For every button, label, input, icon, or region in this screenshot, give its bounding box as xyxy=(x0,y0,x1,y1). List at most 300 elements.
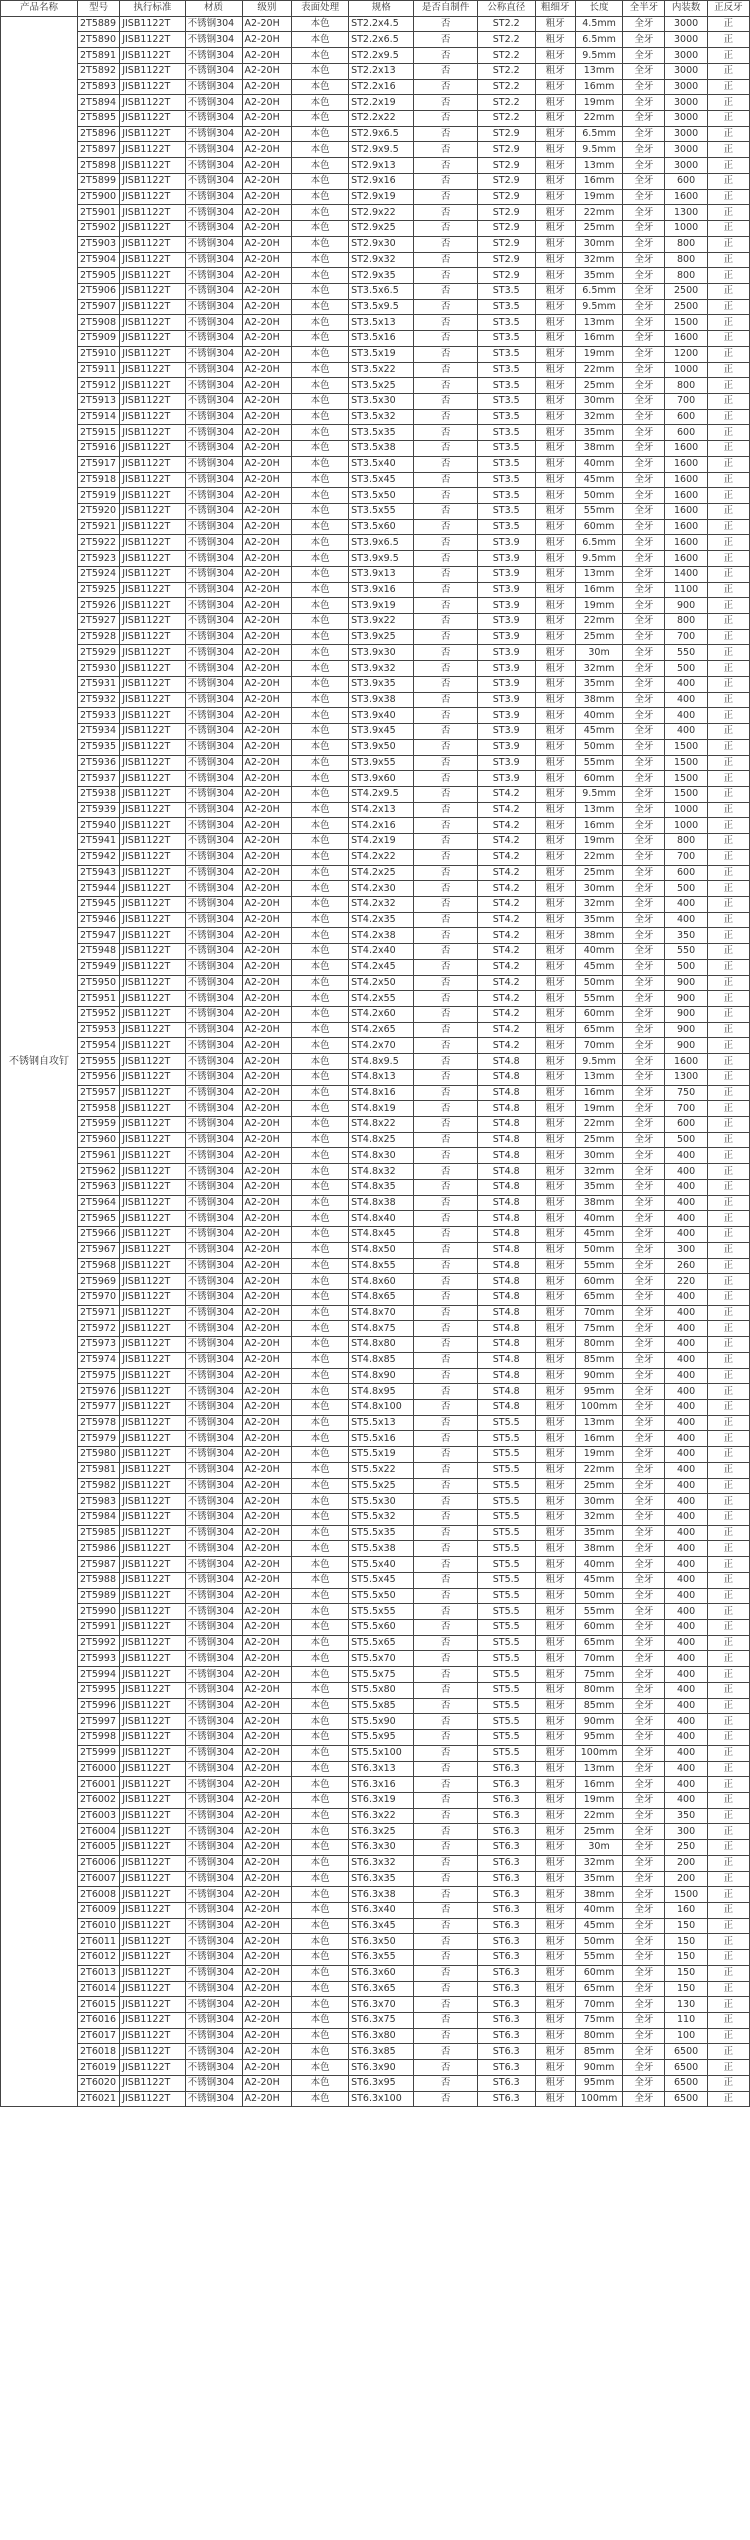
spec-cell: ST4.8x19 xyxy=(349,1101,414,1117)
diameter-cell: ST4.2 xyxy=(477,959,535,975)
material-cell: 不锈钢304 xyxy=(185,629,242,645)
thread-cell: 粗牙 xyxy=(535,881,575,897)
thread-type-cell: 全牙 xyxy=(623,268,665,284)
length-cell: 19mm xyxy=(575,95,622,111)
quantity-cell: 1500 xyxy=(665,786,707,802)
quantity-cell: 150 xyxy=(665,1934,707,1950)
grade-cell: A2-20H xyxy=(242,425,292,441)
standard-cell: JISB1122T xyxy=(120,378,185,394)
self-made-cell: 否 xyxy=(414,1840,477,1856)
quantity-cell: 1600 xyxy=(665,504,707,520)
thread-type-cell: 全牙 xyxy=(623,676,665,692)
grade-cell: A2-20H xyxy=(242,928,292,944)
material-cell: 不锈钢304 xyxy=(185,1510,242,1526)
direction-cell: 正 xyxy=(707,1541,749,1557)
spec-cell: ST2.2x16 xyxy=(349,79,414,95)
material-cell: 不锈钢304 xyxy=(185,1714,242,1730)
standard-cell: JISB1122T xyxy=(120,362,185,378)
thread-type-cell: 全牙 xyxy=(623,786,665,802)
length-cell: 40mm xyxy=(575,456,622,472)
material-cell: 不锈钢304 xyxy=(185,1462,242,1478)
standard-cell: JISB1122T xyxy=(120,614,185,630)
direction-cell: 正 xyxy=(707,1730,749,1746)
spec-cell: ST6.3x85 xyxy=(349,2044,414,2060)
thread-cell: 粗牙 xyxy=(535,1164,575,1180)
table-row xyxy=(1,991,750,1007)
thread-cell: 粗牙 xyxy=(535,1808,575,1824)
length-cell: 95mm xyxy=(575,2075,622,2091)
length-cell: 38mm xyxy=(575,1195,622,1211)
diameter-cell: ST3.9 xyxy=(477,566,535,582)
finish-cell: 本色 xyxy=(292,456,349,472)
finish-cell: 本色 xyxy=(292,755,349,771)
model-cell: 2T5919 xyxy=(78,488,120,504)
grade-cell: A2-20H xyxy=(242,2075,292,2091)
material-cell: 不锈钢304 xyxy=(185,1195,242,1211)
finish-cell: 本色 xyxy=(292,645,349,661)
finish-cell: 本色 xyxy=(292,1368,349,1384)
self-made-cell: 否 xyxy=(414,1808,477,1824)
standard-cell: JISB1122T xyxy=(120,48,185,64)
grade-cell: A2-20H xyxy=(242,472,292,488)
finish-cell: 本色 xyxy=(292,1478,349,1494)
finish-cell: 本色 xyxy=(292,692,349,708)
quantity-cell: 400 xyxy=(665,1588,707,1604)
direction-cell: 正 xyxy=(707,1871,749,1887)
material-cell: 不锈钢304 xyxy=(185,519,242,535)
thread-cell: 粗牙 xyxy=(535,1195,575,1211)
quantity-cell: 400 xyxy=(665,1431,707,1447)
table-row xyxy=(1,111,750,127)
model-cell: 2T5991 xyxy=(78,1620,120,1636)
direction-cell: 正 xyxy=(707,1399,749,1415)
self-made-cell: 否 xyxy=(414,535,477,551)
thread-cell: 粗牙 xyxy=(535,959,575,975)
quantity-cell: 400 xyxy=(665,724,707,740)
thread-type-cell: 全牙 xyxy=(623,299,665,315)
finish-cell: 本色 xyxy=(292,315,349,331)
table-row xyxy=(1,1934,750,1950)
finish-cell: 本色 xyxy=(292,786,349,802)
self-made-cell: 否 xyxy=(414,378,477,394)
standard-cell: JISB1122T xyxy=(120,1682,185,1698)
length-cell: 60mm xyxy=(575,1965,622,1981)
grade-cell: A2-20H xyxy=(242,1258,292,1274)
spec-cell: ST3.5x9.5 xyxy=(349,299,414,315)
model-cell: 2T5902 xyxy=(78,221,120,237)
material-cell: 不锈钢304 xyxy=(185,1557,242,1573)
model-cell: 2T5895 xyxy=(78,111,120,127)
self-made-cell: 否 xyxy=(414,1635,477,1651)
thread-cell: 粗牙 xyxy=(535,1604,575,1620)
spec-cell: ST4.8x90 xyxy=(349,1368,414,1384)
diameter-cell: ST3.9 xyxy=(477,645,535,661)
thread-cell: 粗牙 xyxy=(535,708,575,724)
length-cell: 25mm xyxy=(575,378,622,394)
direction-cell: 正 xyxy=(707,1478,749,1494)
thread-cell: 粗牙 xyxy=(535,1557,575,1573)
thread-cell: 粗牙 xyxy=(535,1997,575,2013)
model-cell: 2T6004 xyxy=(78,1824,120,1840)
model-cell: 2T5899 xyxy=(78,173,120,189)
spec-cell: ST5.5x80 xyxy=(349,1682,414,1698)
thread-type-cell: 全牙 xyxy=(623,393,665,409)
material-cell: 不锈钢304 xyxy=(185,912,242,928)
standard-cell: JISB1122T xyxy=(120,315,185,331)
finish-cell: 本色 xyxy=(292,1069,349,1085)
finish-cell: 本色 xyxy=(292,2013,349,2029)
quantity-cell: 900 xyxy=(665,975,707,991)
finish-cell: 本色 xyxy=(292,331,349,347)
model-cell: 2T5925 xyxy=(78,582,120,598)
quantity-cell: 3000 xyxy=(665,63,707,79)
quantity-cell: 1500 xyxy=(665,1887,707,1903)
self-made-cell: 否 xyxy=(414,598,477,614)
thread-cell: 粗牙 xyxy=(535,1431,575,1447)
thread-cell: 粗牙 xyxy=(535,1038,575,1054)
finish-cell: 本色 xyxy=(292,299,349,315)
finish-cell: 本色 xyxy=(292,834,349,850)
thread-type-cell: 全牙 xyxy=(623,2091,665,2107)
thread-type-cell: 全牙 xyxy=(623,818,665,834)
thread-type-cell: 全牙 xyxy=(623,1682,665,1698)
model-cell: 2T5926 xyxy=(78,598,120,614)
self-made-cell: 否 xyxy=(414,16,477,32)
diameter-cell: ST3.5 xyxy=(477,331,535,347)
standard-cell: JISB1122T xyxy=(120,582,185,598)
standard-cell: JISB1122T xyxy=(120,598,185,614)
finish-cell: 本色 xyxy=(292,1384,349,1400)
table-row xyxy=(1,771,750,787)
model-cell: 2T5980 xyxy=(78,1447,120,1463)
table-row xyxy=(1,1211,750,1227)
thread-type-cell: 全牙 xyxy=(623,252,665,268)
grade-cell: A2-20H xyxy=(242,1525,292,1541)
grade-cell: A2-20H xyxy=(242,1651,292,1667)
table-row xyxy=(1,598,750,614)
direction-cell: 正 xyxy=(707,488,749,504)
quantity-cell: 500 xyxy=(665,1132,707,1148)
table-row xyxy=(1,645,750,661)
thread-type-cell: 全牙 xyxy=(623,331,665,347)
standard-cell: JISB1122T xyxy=(120,1179,185,1195)
material-cell: 不锈钢304 xyxy=(185,331,242,347)
material-cell: 不锈钢304 xyxy=(185,1085,242,1101)
material-cell: 不锈钢304 xyxy=(185,504,242,520)
thread-type-cell: 全牙 xyxy=(623,1745,665,1761)
grade-cell: A2-20H xyxy=(242,1541,292,1557)
table-row xyxy=(1,488,750,504)
direction-cell: 正 xyxy=(707,1007,749,1023)
self-made-cell: 否 xyxy=(414,881,477,897)
thread-type-cell: 全牙 xyxy=(623,173,665,189)
quantity-cell: 3000 xyxy=(665,32,707,48)
material-cell: 不锈钢304 xyxy=(185,1682,242,1698)
thread-cell: 粗牙 xyxy=(535,1761,575,1777)
table-row xyxy=(1,818,750,834)
model-cell: 2T5908 xyxy=(78,315,120,331)
finish-cell: 本色 xyxy=(292,1132,349,1148)
direction-cell: 正 xyxy=(707,1211,749,1227)
self-made-cell: 否 xyxy=(414,1730,477,1746)
direction-cell: 正 xyxy=(707,1305,749,1321)
finish-cell: 本色 xyxy=(292,1651,349,1667)
finish-cell: 本色 xyxy=(292,1054,349,1070)
finish-cell: 本色 xyxy=(292,504,349,520)
table-row xyxy=(1,1572,750,1588)
self-made-cell: 否 xyxy=(414,1965,477,1981)
diameter-cell: ST3.9 xyxy=(477,551,535,567)
length-cell: 70mm xyxy=(575,1651,622,1667)
self-made-cell: 否 xyxy=(414,786,477,802)
length-cell: 70mm xyxy=(575,1038,622,1054)
quantity-cell: 1600 xyxy=(665,488,707,504)
length-cell: 35mm xyxy=(575,1871,622,1887)
self-made-cell: 否 xyxy=(414,912,477,928)
spec-cell: ST4.8x60 xyxy=(349,1274,414,1290)
thread-type-cell: 全牙 xyxy=(623,1148,665,1164)
thread-cell: 粗牙 xyxy=(535,1588,575,1604)
finish-cell: 本色 xyxy=(292,48,349,64)
model-cell: 2T5896 xyxy=(78,126,120,142)
thread-type-cell: 全牙 xyxy=(623,1714,665,1730)
thread-cell: 粗牙 xyxy=(535,1620,575,1636)
thread-cell: 粗牙 xyxy=(535,378,575,394)
thread-type-cell: 全牙 xyxy=(623,1572,665,1588)
thread-type-cell: 全牙 xyxy=(623,1179,665,1195)
thread-type-cell: 全牙 xyxy=(623,1069,665,1085)
quantity-cell: 400 xyxy=(665,1148,707,1164)
standard-cell: JISB1122T xyxy=(120,1431,185,1447)
thread-cell: 粗牙 xyxy=(535,1478,575,1494)
direction-cell: 正 xyxy=(707,1258,749,1274)
finish-cell: 本色 xyxy=(292,1714,349,1730)
table-row xyxy=(1,1289,750,1305)
table-row xyxy=(1,299,750,315)
table-row xyxy=(1,268,750,284)
quantity-cell: 800 xyxy=(665,268,707,284)
length-cell: 38mm xyxy=(575,1887,622,1903)
table-row xyxy=(1,1541,750,1557)
grade-cell: A2-20H xyxy=(242,1038,292,1054)
self-made-cell: 否 xyxy=(414,79,477,95)
diameter-cell: ST5.5 xyxy=(477,1478,535,1494)
direction-cell: 正 xyxy=(707,63,749,79)
thread-type-cell: 全牙 xyxy=(623,158,665,174)
finish-cell: 本色 xyxy=(292,629,349,645)
finish-cell: 本色 xyxy=(292,1337,349,1353)
thread-cell: 粗牙 xyxy=(535,1352,575,1368)
model-cell: 2T5931 xyxy=(78,676,120,692)
grade-cell: A2-20H xyxy=(242,912,292,928)
column-header: 粗细牙 xyxy=(535,1,575,17)
material-cell: 不锈钢304 xyxy=(185,1525,242,1541)
standard-cell: JISB1122T xyxy=(120,1494,185,1510)
standard-cell: JISB1122T xyxy=(120,975,185,991)
finish-cell: 本色 xyxy=(292,1965,349,1981)
standard-cell: JISB1122T xyxy=(120,95,185,111)
material-cell: 不锈钢304 xyxy=(185,1132,242,1148)
spec-cell: ST3.9x6.5 xyxy=(349,535,414,551)
thread-cell: 粗牙 xyxy=(535,456,575,472)
material-cell: 不锈钢304 xyxy=(185,1651,242,1667)
direction-cell: 正 xyxy=(707,1132,749,1148)
diameter-cell: ST6.3 xyxy=(477,1887,535,1903)
quantity-cell: 3000 xyxy=(665,142,707,158)
table-row xyxy=(1,1730,750,1746)
self-made-cell: 否 xyxy=(414,126,477,142)
model-cell: 2T5979 xyxy=(78,1431,120,1447)
diameter-cell: ST4.8 xyxy=(477,1211,535,1227)
length-cell: 19mm xyxy=(575,189,622,205)
quantity-cell: 1600 xyxy=(665,441,707,457)
self-made-cell: 否 xyxy=(414,32,477,48)
model-cell: 2T5894 xyxy=(78,95,120,111)
self-made-cell: 否 xyxy=(414,1054,477,1070)
thread-cell: 粗牙 xyxy=(535,629,575,645)
diameter-cell: ST4.2 xyxy=(477,944,535,960)
finish-cell: 本色 xyxy=(292,1431,349,1447)
quantity-cell: 400 xyxy=(665,1399,707,1415)
length-cell: 19mm xyxy=(575,598,622,614)
standard-cell: JISB1122T xyxy=(120,1101,185,1117)
self-made-cell: 否 xyxy=(414,1887,477,1903)
diameter-cell: ST5.5 xyxy=(477,1494,535,1510)
direction-cell: 正 xyxy=(707,1431,749,1447)
table-row xyxy=(1,1117,750,1133)
thread-type-cell: 全牙 xyxy=(623,1384,665,1400)
quantity-cell: 6500 xyxy=(665,2060,707,2076)
material-cell: 不锈钢304 xyxy=(185,2091,242,2107)
standard-cell: JISB1122T xyxy=(120,1714,185,1730)
material-cell: 不锈钢304 xyxy=(185,1164,242,1180)
material-cell: 不锈钢304 xyxy=(185,488,242,504)
model-cell: 2T5891 xyxy=(78,48,120,64)
spec-cell: ST2.2x6.5 xyxy=(349,32,414,48)
finish-cell: 本色 xyxy=(292,739,349,755)
thread-type-cell: 全牙 xyxy=(623,1902,665,1918)
diameter-cell: ST6.3 xyxy=(477,1918,535,1934)
thread-type-cell: 全牙 xyxy=(623,1667,665,1683)
finish-cell: 本色 xyxy=(292,425,349,441)
length-cell: 45mm xyxy=(575,1918,622,1934)
finish-cell: 本色 xyxy=(292,1305,349,1321)
thread-type-cell: 全牙 xyxy=(623,1478,665,1494)
diameter-cell: ST5.5 xyxy=(477,1620,535,1636)
self-made-cell: 否 xyxy=(414,566,477,582)
thread-type-cell: 全牙 xyxy=(623,1289,665,1305)
material-cell: 不锈钢304 xyxy=(185,755,242,771)
finish-cell: 本色 xyxy=(292,566,349,582)
spec-cell: ST6.3x19 xyxy=(349,1792,414,1808)
table-row xyxy=(1,1148,750,1164)
standard-cell: JISB1122T xyxy=(120,456,185,472)
grade-cell: A2-20H xyxy=(242,849,292,865)
thread-type-cell: 全牙 xyxy=(623,1211,665,1227)
thread-cell: 粗牙 xyxy=(535,1934,575,1950)
standard-cell: JISB1122T xyxy=(120,944,185,960)
finish-cell: 本色 xyxy=(292,1667,349,1683)
table-row xyxy=(1,1871,750,1887)
direction-cell: 正 xyxy=(707,771,749,787)
model-cell: 2T5900 xyxy=(78,189,120,205)
spec-cell: ST2.9x35 xyxy=(349,268,414,284)
table-row xyxy=(1,1604,750,1620)
material-cell: 不锈钢304 xyxy=(185,2044,242,2060)
quantity-cell: 400 xyxy=(665,1730,707,1746)
thread-cell: 粗牙 xyxy=(535,692,575,708)
spec-cell: ST5.5x35 xyxy=(349,1525,414,1541)
direction-cell: 正 xyxy=(707,95,749,111)
standard-cell: JISB1122T xyxy=(120,645,185,661)
self-made-cell: 否 xyxy=(414,1478,477,1494)
thread-type-cell: 全牙 xyxy=(623,346,665,362)
length-cell: 30m xyxy=(575,645,622,661)
thread-type-cell: 全牙 xyxy=(623,1038,665,1054)
spec-cell: ST5.5x13 xyxy=(349,1415,414,1431)
standard-cell: JISB1122T xyxy=(120,1965,185,1981)
direction-cell: 正 xyxy=(707,1981,749,1997)
material-cell: 不锈钢304 xyxy=(185,2028,242,2044)
model-cell: 2T6010 xyxy=(78,1918,120,1934)
quantity-cell: 400 xyxy=(665,1667,707,1683)
standard-cell: JISB1122T xyxy=(120,676,185,692)
grade-cell: A2-20H xyxy=(242,1447,292,1463)
thread-type-cell: 全牙 xyxy=(623,1431,665,1447)
spec-cell: ST2.9x16 xyxy=(349,173,414,189)
quantity-cell: 3000 xyxy=(665,126,707,142)
standard-cell: JISB1122T xyxy=(120,1902,185,1918)
model-cell: 2T5969 xyxy=(78,1274,120,1290)
finish-cell: 本色 xyxy=(292,1604,349,1620)
direction-cell: 正 xyxy=(707,1242,749,1258)
material-cell: 不锈钢304 xyxy=(185,1965,242,1981)
direction-cell: 正 xyxy=(707,661,749,677)
self-made-cell: 否 xyxy=(414,1918,477,1934)
spec-cell: ST4.2x65 xyxy=(349,1022,414,1038)
self-made-cell: 否 xyxy=(414,2060,477,2076)
table-row xyxy=(1,126,750,142)
spec-cell: ST6.3x75 xyxy=(349,2013,414,2029)
diameter-cell: ST4.8 xyxy=(477,1054,535,1070)
direction-cell: 正 xyxy=(707,393,749,409)
model-cell: 2T5915 xyxy=(78,425,120,441)
spec-cell: ST3.5x32 xyxy=(349,409,414,425)
model-cell: 2T5918 xyxy=(78,472,120,488)
thread-cell: 粗牙 xyxy=(535,221,575,237)
thread-cell: 粗牙 xyxy=(535,1510,575,1526)
standard-cell: JISB1122T xyxy=(120,1289,185,1305)
direction-cell: 正 xyxy=(707,535,749,551)
standard-cell: JISB1122T xyxy=(120,661,185,677)
finish-cell: 本色 xyxy=(292,393,349,409)
diameter-cell: ST3.5 xyxy=(477,441,535,457)
spec-cell: ST6.3x65 xyxy=(349,1981,414,1997)
table-row xyxy=(1,1132,750,1148)
length-cell: 55mm xyxy=(575,1258,622,1274)
finish-cell: 本色 xyxy=(292,975,349,991)
length-cell: 55mm xyxy=(575,504,622,520)
table-row xyxy=(1,409,750,425)
material-cell: 不锈钢304 xyxy=(185,1274,242,1290)
quantity-cell: 600 xyxy=(665,173,707,189)
finish-cell: 本色 xyxy=(292,32,349,48)
standard-cell: JISB1122T xyxy=(120,1415,185,1431)
diameter-cell: ST3.5 xyxy=(477,409,535,425)
thread-type-cell: 全牙 xyxy=(623,1635,665,1651)
direction-cell: 正 xyxy=(707,786,749,802)
table-row xyxy=(1,425,750,441)
